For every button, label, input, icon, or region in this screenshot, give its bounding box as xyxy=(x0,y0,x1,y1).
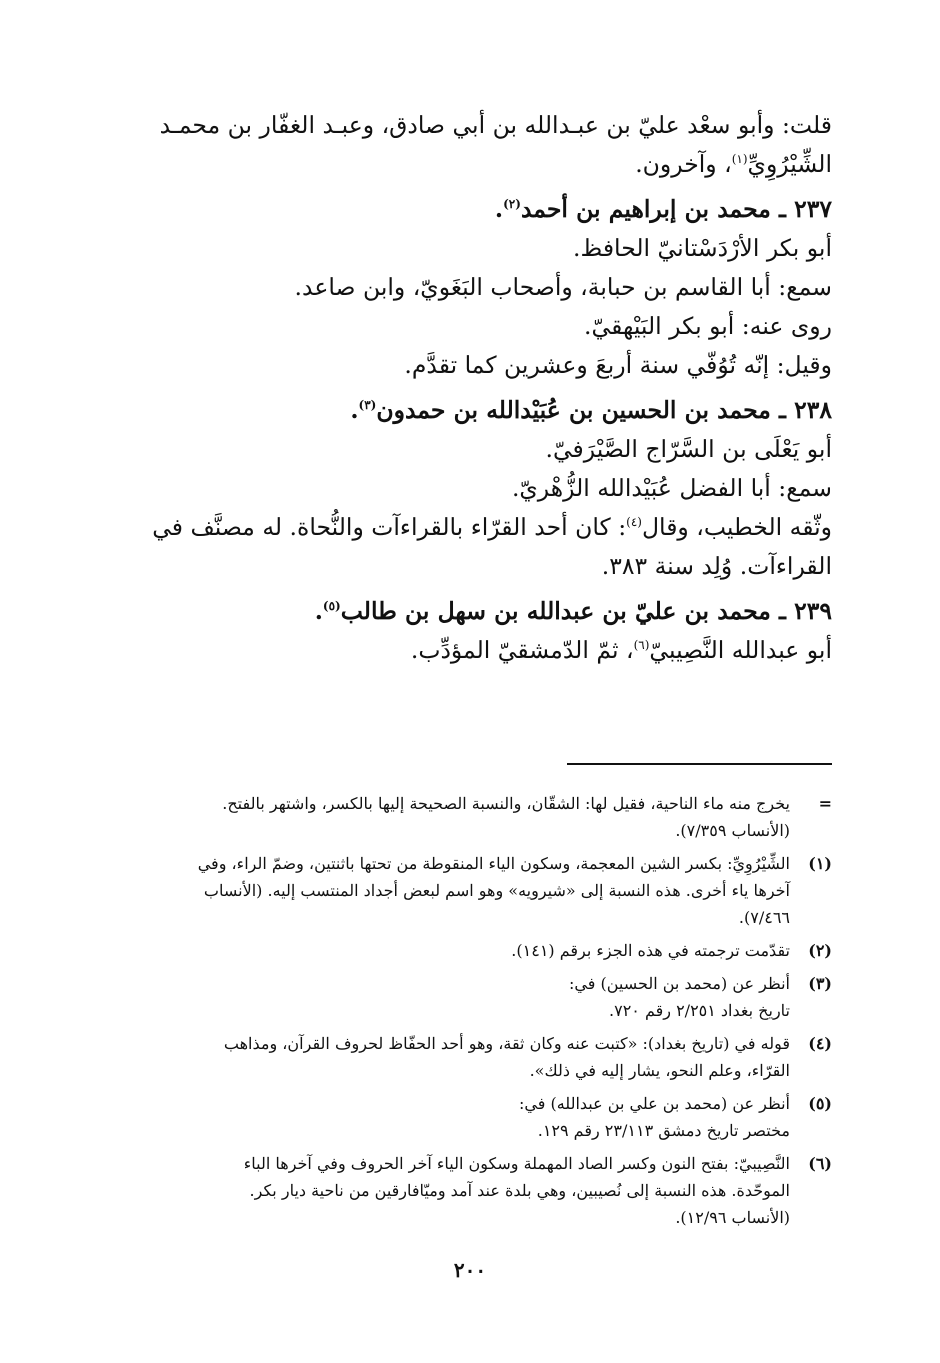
footnote-divider xyxy=(567,763,832,765)
footnote-number: (٣) xyxy=(808,974,832,993)
heading-text: ٢٣٩ ـ محمد بن عليّ بن عبدالله بن سهل بن طالب xyxy=(340,597,832,625)
heading-end: . xyxy=(314,597,323,625)
text-line xyxy=(110,508,832,547)
footnote-line: أنظر عن (محمد بن علي بن عبدالله) في: xyxy=(519,1094,790,1113)
footnote xyxy=(110,1150,832,1231)
footnote-text xyxy=(110,1090,790,1144)
text-span: ، ثمّ الدّمشقيّ المؤدِّب. xyxy=(410,636,634,664)
footnote-ref[interactable]: (٢) xyxy=(503,197,521,211)
text-span: الشِّيْرُوِيِّ xyxy=(747,150,832,178)
text-line: سمع: أبا الفضل عُبَيْدالله الزُّهْريّ. xyxy=(511,474,832,502)
footnote-line: الشِّيْرُوِيِّ: بكسر الشين المعجمة، وسكون الياء المنقوطة من تحتها باثنتين، وضمّ الراء، وفي xyxy=(197,854,790,873)
footnote-ref[interactable]: (٦) xyxy=(633,638,650,652)
heading-text: ٢٣٨ ـ محمد بن الحسين بن عُبَيْدالله بن حمدون xyxy=(376,396,832,424)
footnote-text xyxy=(110,970,790,1024)
footnote-line: قوله في (تاريخ بغداد): «كتبت عنه وكان ثقة، وهو أحد الحفّاظ لحروف القرآن، ومذاهب xyxy=(223,1034,790,1053)
footnote-line: ٧/٤٦٦). xyxy=(738,908,790,927)
entry-heading-237 xyxy=(110,190,832,229)
footnote-number: = xyxy=(818,794,832,813)
footnote-ref[interactable]: (٥) xyxy=(322,599,341,613)
footnote-line: القرّاء، وعلم النحو، يشار إليه في ذلك». xyxy=(529,1061,790,1080)
text-line: أبو يَعْلَى بن السَّرّاج الصَّيْرَفيّ. xyxy=(545,435,832,463)
text-line: وقيل: إنّه تُوُفّي سنة أربعَ وعشرين كما تقدَّم. xyxy=(404,351,832,379)
footnote-line: (الأنساب ١٢/٩٦). xyxy=(675,1208,790,1227)
heading-text: ٢٣٧ ـ محمد بن إبراهيم بن أحمد xyxy=(520,195,832,223)
footnote-number: (٢) xyxy=(808,941,832,960)
text-line: أبو بكر الأرْدَسْتانيّ الحافظ. xyxy=(573,234,832,262)
footnote-line: النَّصِيبيّ: بفتح النون وكسر الصاد المهملة وسكون الياء آخر الحروف وفي آخرها الباء xyxy=(243,1154,790,1173)
entry-heading-239 xyxy=(110,592,832,631)
footnote-number: (٥) xyxy=(808,1094,832,1113)
text-span: ، وآخرون. xyxy=(635,150,732,178)
footnote-text xyxy=(110,850,790,931)
footnote xyxy=(110,790,832,844)
text-span: أبو عبدالله النَّصِيبيّ xyxy=(649,636,832,664)
main-text xyxy=(110,106,832,670)
footnote xyxy=(110,1030,832,1084)
footnote-line: (الأنساب ٧/٣٥٩). xyxy=(675,821,790,840)
footnote-ref[interactable]: (٤) xyxy=(626,515,642,529)
text-line xyxy=(110,145,832,184)
footnote-text xyxy=(110,1150,790,1231)
footnote-line: آخرها ياء أخرى. هذه النسبة إلى «شيرويه» وهو اسم لبعض أجداد المنتسب إليه. (الأنساب xyxy=(203,881,790,900)
footnote-text xyxy=(110,937,790,964)
heading-end: . xyxy=(350,396,359,424)
footnote xyxy=(110,937,832,964)
footnote-ref[interactable]: (١) xyxy=(731,152,748,166)
entry-heading-238 xyxy=(110,391,832,430)
text-line: القراءآت. وُلِد سنة ٣٨٣. xyxy=(601,552,832,580)
text-line xyxy=(110,631,832,670)
text-line: سمع: أبا القاسم بن حبابة، وأصحاب البَغَويّ، وابن صاعد. xyxy=(294,273,832,301)
footnote xyxy=(110,1090,832,1144)
footnote-number: (١) xyxy=(808,854,832,873)
footnote-line: تقدّمت ترجمته في هذه الجزء برقم (١٤١). xyxy=(511,941,790,960)
heading-end: . xyxy=(494,195,504,223)
footnote-line: أنظر عن (محمد بن الحسين) في: xyxy=(569,974,790,993)
footnote-text xyxy=(110,790,790,844)
footnote xyxy=(110,850,832,931)
footnote-line: الموحّدة. هذه النسبة إلى نُصيبين، وهي بلدة عند آمد وميّافارقين من ناحية ديار بكر. xyxy=(249,1181,790,1200)
footnote-line: مختصر تاريخ دمشق ٢٣/١١٣ رقم ١٢٩. xyxy=(537,1121,790,1140)
footnote-text xyxy=(110,1030,790,1084)
footnote-line: تاريخ بغداد ٢/٢٥١ رقم ٧٢٠. xyxy=(609,1001,790,1020)
text-span: وثّقه الخطيب، وقال xyxy=(641,513,832,541)
footnote-line: يخرج منه ماء الناحية، فقيل لها: الشقّان، والنسبة الصحيحة إليها بالكسر، واشتهر بالفتح. xyxy=(222,794,790,813)
text-line: قلت: وأبو سعْد عليّ بن عبـدالله بن أبي صادق، وعبـد الغفّار بن محمـد xyxy=(159,111,832,139)
footnote xyxy=(110,970,832,1024)
text-line: روى عنه: أبو بكر البَيْهقيّ. xyxy=(584,312,832,340)
text-span: : كان أحد القرّاء بالقراءآت والنُّحاة. له مصنَّف في xyxy=(152,513,627,541)
footnotes xyxy=(110,790,832,1237)
footnote-number: (٤) xyxy=(808,1034,832,1053)
footnote-number: (٦) xyxy=(808,1154,832,1173)
footnote-ref[interactable]: (٣) xyxy=(358,398,377,412)
page-number: ٢٠٠ xyxy=(453,1258,487,1282)
